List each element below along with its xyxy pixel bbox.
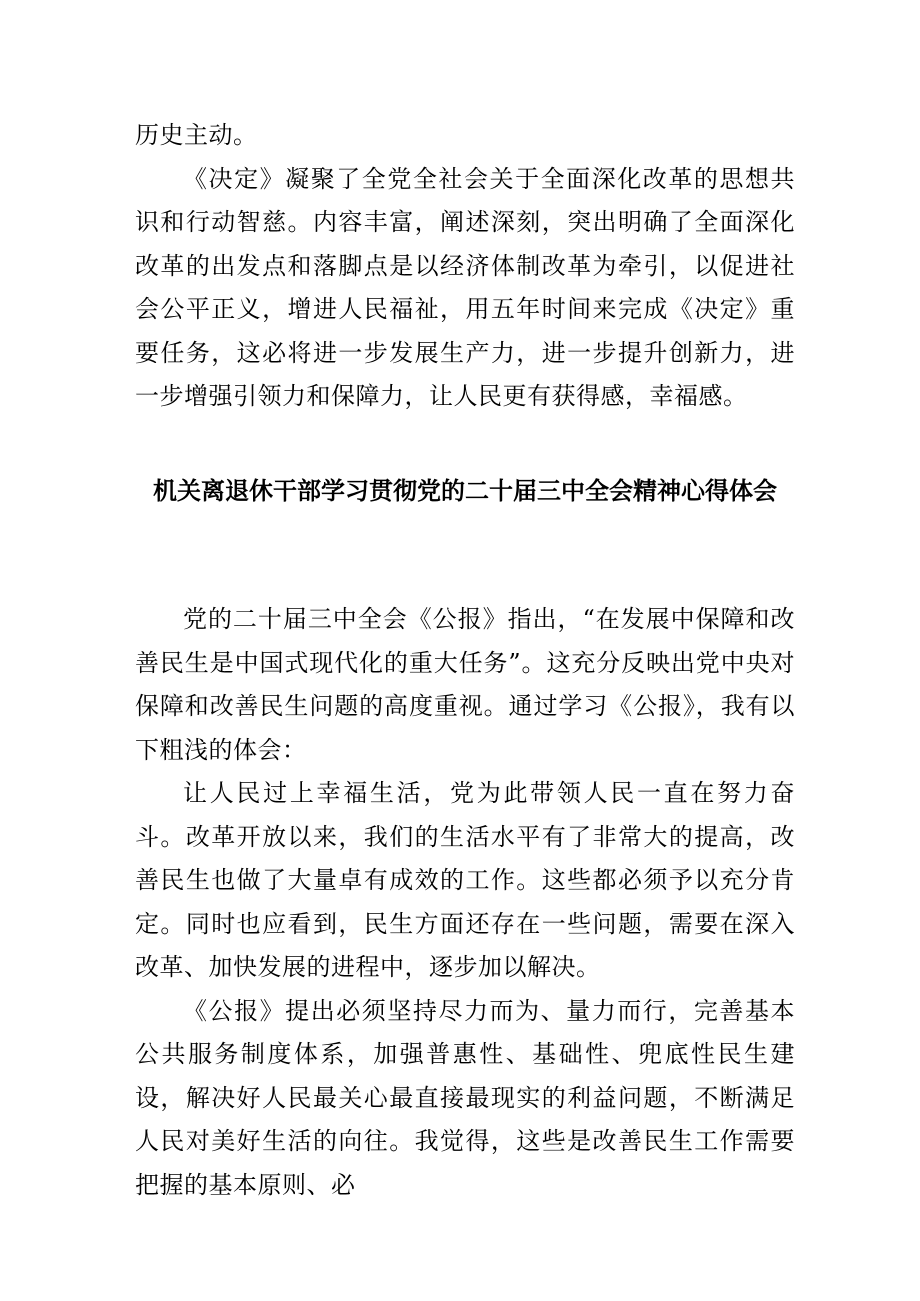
- article-title: 机关离退休干部学习贯彻党的二十届三中全会精神心得体会: [153, 477, 777, 505]
- body-paragraph-communique: 党的二十届三中全会《公报》指出，“在发展中保障和改善民生是中国式现代化的重大任务”。这充分反映出党中央对保障和改善民生问题的高度重视。通过学习《公报》，我有以下粗浅的体会：: [135, 605, 795, 764]
- continued-paragraph: 历史主动。: [135, 121, 258, 149]
- body-paragraph-happy-life: 让人民过上幸福生活，党为此带领人民一直在努力奋斗。改革开放以来，我们的生活水平有了非常大的提高，改善民生也做了大量卓有成效的工作。这些都必须予以充分肯定。同时也应看到，民生方面还存在一些问题，需要在深入改革、加快发展的进程中，逐步加以解决。: [135, 779, 795, 981]
- decision-paragraph: 《决定》凝聚了全党全社会关于全面深化改革的思想共识和行动智慈。内容丰富，阐述深刻，突出明确了全面深化改革的出发点和落脚点是以经济体制改革为牵引，以促进社会公平正义，增进人民福祉，用五年时间来完成《决定》重要任务，这必将进一步发展生产力，进一步提升创新力，进一步增强引领力和保障力，让人民更有获得感，幸福感。: [135, 164, 795, 410]
- body-paragraph-principles: 《公报》提出必须坚持尽力而为、量力而行，完善基本公共服务制度体系，加强普惠性、基础性、兜底性民生建设，解决好人民最关心最直接最现实的利益问题，不断满足人民对美好生活的向往。我觉得，这些是改善民生工作需要把握的基本原则、必: [135, 996, 795, 1199]
- article-body: [135, 598, 795, 1207]
- continued-text-block: [135, 114, 795, 419]
